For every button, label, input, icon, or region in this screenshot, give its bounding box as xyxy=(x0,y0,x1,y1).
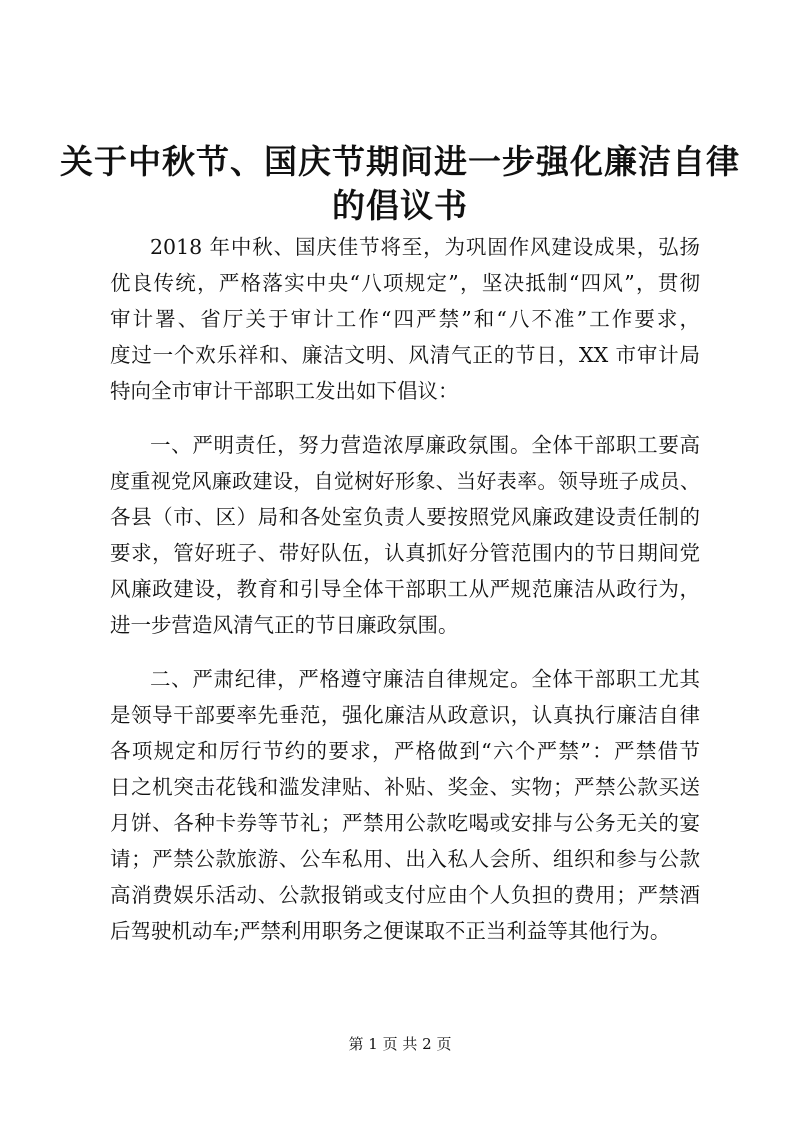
paragraph-2-line-1: 一、严明责任，努力营造浓厚廉政氛围。全体干部职工要高 xyxy=(150,433,700,457)
paragraph-3-line-4: 日之机突击花钱和滥发津贴、补贴、奖金、实物；严禁公款买送 xyxy=(110,775,700,799)
paragraph-1-line-5: 特向全市审计干部职工发出如下倡议： xyxy=(110,379,459,403)
page-footer: 第 1 页 共 2 页 xyxy=(348,1035,452,1053)
paragraph-1-line-2: 优良传统，严格落实中央“八项规定”，坚决抵制“四风”，贯彻 xyxy=(110,271,700,295)
document-title-line-2: 的倡议书 xyxy=(332,186,468,225)
paragraph-3-line-5: 月饼、各种卡券等节礼；严禁用公款吃喝或安排与公务无关的宴 xyxy=(110,811,700,835)
paragraph-2-line-4: 要求，管好班子、带好队伍，认真抓好分管范围内的节日期间党 xyxy=(110,541,700,565)
paragraph-2-line-5: 风廉政建设，教育和引导全体干部职工从严规范廉洁从政行为， xyxy=(110,577,700,601)
paragraph-1-line-1: 2018 年中秋、国庆佳节将至，为巩固作风建设成果，弘扬 xyxy=(150,235,700,259)
paragraph-3-line-8: 后驾驶机动车;严禁利用职务之便谋取不正当利益等其他行为。 xyxy=(110,919,671,943)
document-title-line-1: 关于中秋节、国庆节期间进一步强化廉洁自律 xyxy=(60,142,740,181)
paragraph-1-line-4: 度过一个欢乐祥和、廉洁文明、风清气正的节日，XX 市审计局 xyxy=(110,343,700,367)
paragraph-1-line-3: 审计署、省厅关于审计工作“四严禁”和“八不准”工作要求， xyxy=(110,307,700,331)
paragraph-3-line-3: 各项规定和厉行节约的要求，严格做到“六个严禁”：严禁借节 xyxy=(110,739,700,763)
paragraph-2-line-3: 各县（市、区）局和各处室负责人要按照党风廉政建设责任制的 xyxy=(110,505,700,529)
paragraph-3-line-7: 高消费娱乐活动、公款报销或支付应由个人负担的费用；严禁酒 xyxy=(110,883,700,907)
paragraph-2-line-2: 度重视党风廉政建设，自觉树好形象、当好表率。领导班子成员、 xyxy=(110,469,700,493)
paragraph-2-line-6: 进一步营造风清气正的节日廉政氛围。 xyxy=(110,613,459,637)
paragraph-3-line-2: 是领导干部要率先垂范，强化廉洁从政意识，认真执行廉洁自律 xyxy=(110,703,700,727)
paragraph-3-line-6: 请；严禁公款旅游、公车私用、出入私人会所、组织和参与公款 xyxy=(110,847,700,871)
paragraph-3-line-1: 二、严肃纪律，严格遵守廉洁自律规定。全体干部职工尤其 xyxy=(150,667,700,691)
